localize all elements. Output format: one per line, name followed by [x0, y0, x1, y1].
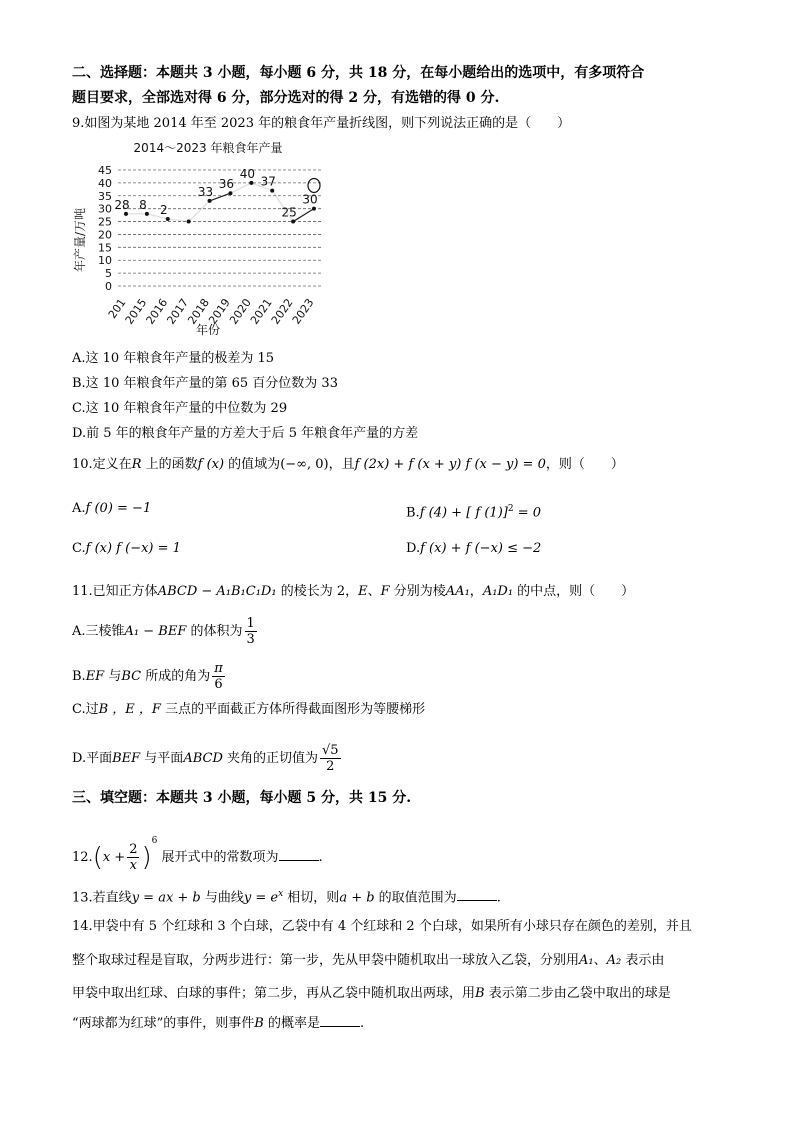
chart-x-axis-label: 年份: [195, 323, 221, 337]
q12-label: 12.: [72, 850, 93, 865]
chart-point-label-2014: 28: [114, 197, 130, 212]
q14-A1: A₁: [579, 953, 594, 968]
yield-line-chart: [72, 134, 332, 344]
q9-option-b: B.这 10 年粮食年产量的第 65 百分位数为 33: [72, 376, 338, 391]
q13-text-d: 的取值范围为: [374, 890, 457, 906]
q11-option-a-text: A.三棱锥: [72, 624, 125, 639]
q11-option-a-fraction: [245, 616, 257, 647]
chart-x-tick-label-2022: 2022: [268, 296, 296, 327]
q10-option-b-exp: 2: [507, 504, 514, 514]
q10-stem-c: 的值域为: [224, 457, 281, 472]
fraction-numerator: π: [214, 661, 223, 676]
chart-point-label-2018: 33: [197, 184, 214, 199]
chart-point-2016: [166, 217, 170, 221]
q11-option-d-text2: 夹角的正切值为: [222, 751, 319, 766]
chart-point-2020: [249, 181, 253, 185]
chart-point-label-2020: 40: [239, 166, 255, 181]
q11-stem-d: 分别为棱: [389, 584, 446, 599]
q10-stem: [72, 456, 624, 474]
q13-end: .: [496, 890, 501, 906]
q11-stem-a: 11.已知正方体: [72, 584, 158, 599]
q12-text: 展开式中的常数项为: [157, 850, 279, 865]
q10-option-d-expr: f (x) + f (−x) ≤ −2: [420, 541, 542, 556]
q14-B: B: [475, 986, 485, 1001]
chart-point-2014: [124, 212, 128, 216]
q11-option-b-text2: 所成的角为: [141, 669, 211, 684]
chart-x-tick-label-2017: 2017: [164, 296, 192, 327]
q13-line-eq: y = ax + b: [131, 890, 201, 906]
q14-line3-a: 甲袋中取出红球、白球的事件；第二步，再从乙袋中随机取出两球，用: [72, 986, 476, 1001]
q14-line2-b: 、: [593, 953, 607, 968]
q10-option-d: [406, 540, 541, 558]
q14-line4: [72, 1014, 364, 1033]
q12-fraction: [127, 842, 139, 873]
q14-line3: [72, 985, 671, 1003]
chart-x-tick-label-2021: 2021: [247, 296, 275, 327]
chart-y-tick-label: 40: [98, 176, 112, 190]
q12-exponent: 6: [151, 836, 158, 846]
chart-y-tick-label: 45: [98, 164, 112, 177]
chart-x-tick-label-2018: 2018: [185, 296, 213, 327]
q10-stem-range: (−∞, 0): [280, 457, 329, 472]
chart-y-tick-label: 15: [98, 241, 112, 255]
chart-y-tick-label: 0: [105, 280, 112, 293]
chart-y-tick-label: 25: [98, 215, 112, 229]
fraction-denominator: 2: [326, 759, 335, 774]
chart-point-label-2015: 8: [139, 197, 147, 212]
chart-x-tick-label-2019: 2019: [206, 296, 233, 327]
q13-answer-blank[interactable]: [457, 888, 497, 901]
fraction-numerator: √5: [322, 743, 339, 758]
q13-text-a: 13.若直线: [72, 890, 132, 906]
q12-right-paren: ): [141, 842, 152, 873]
q9-option-c: C.这 10 年粮食年产量的中位数为 29: [72, 401, 288, 416]
q11-option-a: [72, 616, 259, 647]
q11-option-d-text: 与平面: [140, 751, 184, 766]
fraction-denominator: 6: [214, 677, 223, 692]
q13-curve-eq: y = e: [243, 890, 279, 906]
q11-stem-cube: ABCD − A₁B₁C₁D₁: [157, 584, 277, 599]
q10-stem-e: ，则（ ）: [545, 457, 624, 472]
chart-point-label-2019: 36: [218, 177, 235, 192]
fraction-denominator: 3: [246, 632, 255, 647]
section3-header: 三、填空题：本题共 3 小题，每小题 5 分，共 15 分.: [72, 790, 412, 806]
q11-option-d: [72, 743, 343, 774]
fraction-denominator: x: [129, 858, 138, 873]
q10-option-b: [406, 500, 541, 522]
chart-x-tick-label-2023: 2023: [289, 296, 317, 327]
section2-header-line2: 题目要求，全部选对得 6 分，部分选对的得 2 分，有选错的得 0 分.: [72, 90, 500, 106]
q10-stem-b: 上的函数: [141, 457, 198, 472]
chart-point-2015: [145, 212, 149, 216]
q14-line3-b: 表示第二步由乙袋中取出的球是: [484, 986, 671, 1001]
chart-point-2019: [228, 191, 232, 195]
q11-option-b-BC: BC: [121, 669, 142, 684]
fraction-numerator: 1: [246, 616, 255, 631]
q14-line2-c: 表示由: [621, 953, 665, 968]
chart-point-2022: [291, 220, 295, 224]
q10-stem-d: ，且: [328, 457, 355, 472]
chart-y-axis-label: 年产量/万吨: [73, 207, 87, 273]
q10-stem-a: 10.定义在: [72, 457, 132, 472]
chart-point-label-2016: 2: [159, 202, 168, 217]
q11-stem-f: 的中点，则（ ）: [513, 584, 635, 599]
q10-option-c-label: C.: [72, 541, 86, 556]
q13: [72, 885, 501, 907]
q9-stem: 9.如图为某地 2014 年至 2023 年的粮食年产量折线图，则下列说法正确的是（ ）: [72, 116, 571, 131]
q14-line1: 14.甲袋中有 5 个红球和 3 个白球，乙袋中有 4 个红球和 2 个白球，如果所有小球只存在颜色的差别，并且: [72, 919, 692, 934]
q14-line2: [72, 952, 664, 970]
q14-A2: A₂: [606, 953, 622, 968]
fraction-numerator: 2: [129, 842, 138, 857]
q10-option-d-label: D.: [406, 541, 421, 556]
chart-point-2023: [312, 207, 316, 211]
q11-option-d-ABCD: ABCD: [183, 751, 223, 766]
chart-y-tick-label: 20: [98, 228, 112, 242]
chart-point-label-2022: 25: [281, 205, 297, 220]
q11-stem-E: E: [358, 584, 368, 599]
chart-point-2017: [187, 220, 191, 224]
q13-ab: a + b: [339, 890, 375, 906]
q12-left-paren: (: [92, 842, 103, 873]
chart-x-tick-label-2014: 201: [105, 296, 129, 321]
q11-option-b-label: B.: [72, 669, 86, 684]
chart-point-label-2021: 37: [260, 174, 276, 189]
q11-option-c: [72, 701, 425, 719]
q10-option-b-tail: = 0: [513, 505, 542, 521]
q11-option-c-text: 三点的平面截正方体所得截面图形为等腰梯形: [160, 702, 426, 717]
q11-option-d-fraction: [320, 743, 341, 774]
chart-y-tick-label: 10: [98, 254, 112, 268]
q11-stem-c: 、: [367, 584, 381, 599]
q10-option-c: [72, 540, 181, 558]
q9-option-a: A.这 10 年粮食年产量的极差为 15: [72, 351, 275, 366]
chart-y-tick-label: 5: [105, 267, 112, 281]
q10-option-c-expr: f (x) f (−x) = 1: [85, 541, 181, 556]
q11-option-a-text2: 的体积为: [186, 624, 243, 639]
q10-option-a: [72, 500, 151, 518]
chart-y-tick-label: 35: [98, 189, 112, 203]
chart-point-2018: [208, 199, 212, 203]
q10-option-b-label: B.: [406, 505, 420, 521]
section2-header-line1: 二、选择题：本题共 3 小题，每小题 6 分，共 18 分，在每小题给出的选项中，有多项符合: [72, 65, 645, 81]
q11-option-d-BEF: BEF: [112, 751, 141, 766]
chart-x-tick-label-2016: 2016: [143, 296, 171, 327]
q11-stem-F: F: [380, 584, 390, 599]
chart-x-tick-label-2015: 2015: [122, 296, 150, 327]
q13-text-b: 与曲线: [200, 890, 244, 906]
chart-point-2021: [270, 189, 274, 193]
q10-stem-fx: f (x): [197, 457, 225, 472]
chart-point-label-2023: 30: [302, 192, 318, 207]
q14-line2-a: 整个取球过程是盲取，分两步进行：第一步，先从甲袋中随机取出一球放入乙袋，分别用: [72, 953, 580, 968]
q12-end: .: [318, 850, 323, 865]
q11-stem-b: 的棱长为 2，: [276, 584, 359, 599]
q11-option-d-label: D.平面: [72, 751, 113, 766]
q14-B2: B: [254, 1016, 264, 1031]
q12-x: x +: [102, 850, 126, 865]
q11-stem-e: ，: [469, 584, 483, 599]
q10-option-b-expr: f (4) + [ f (1)]: [419, 505, 508, 521]
q10-option-a-expr: f (0) = −1: [85, 501, 152, 516]
q14-answer-blank[interactable]: [320, 1014, 360, 1027]
chart-x-tick-label-2020: 2020: [227, 296, 254, 327]
q11-option-a-symbol: A₁ − BEF: [124, 624, 187, 639]
q12: [72, 832, 323, 873]
q11-option-c-label: C.过: [72, 702, 99, 717]
q14-line4-b: 的概率是: [263, 1016, 320, 1031]
q9-option-d: D.前 5 年的粮食年产量的方差大于后 5 年粮食年产量的方差: [72, 426, 419, 441]
q11-option-b: [72, 661, 227, 692]
chart-title: 2014～2023 年粮食年产量: [133, 141, 283, 155]
chart-y-tick-label: 30: [98, 202, 112, 216]
q14-line4-a: “两球都为红球”的事件，则事件: [72, 1016, 255, 1031]
q10-stem-R: R: [131, 457, 142, 472]
q10-option-a-label: A.: [72, 501, 86, 516]
q11-stem-A1D1: A₁D₁: [482, 584, 514, 599]
q11-option-c-points: B ，E ，F: [98, 702, 161, 717]
q13-curve-exp: x: [278, 889, 284, 899]
q12-answer-blank[interactable]: [279, 848, 319, 861]
q11-option-b-text: 与: [104, 669, 122, 684]
q10-stem-eq: f (2x) + f (x + y) f (x − y) = 0: [354, 457, 546, 472]
q11-option-b-EF: EF: [85, 669, 105, 684]
q11-stem: [72, 583, 634, 601]
q13-text-c: 相切，则: [283, 890, 340, 906]
q11-option-b-fraction: [212, 661, 225, 692]
q11-stem-AA1: AA₁: [445, 584, 470, 599]
q14-end: .: [360, 1016, 365, 1031]
